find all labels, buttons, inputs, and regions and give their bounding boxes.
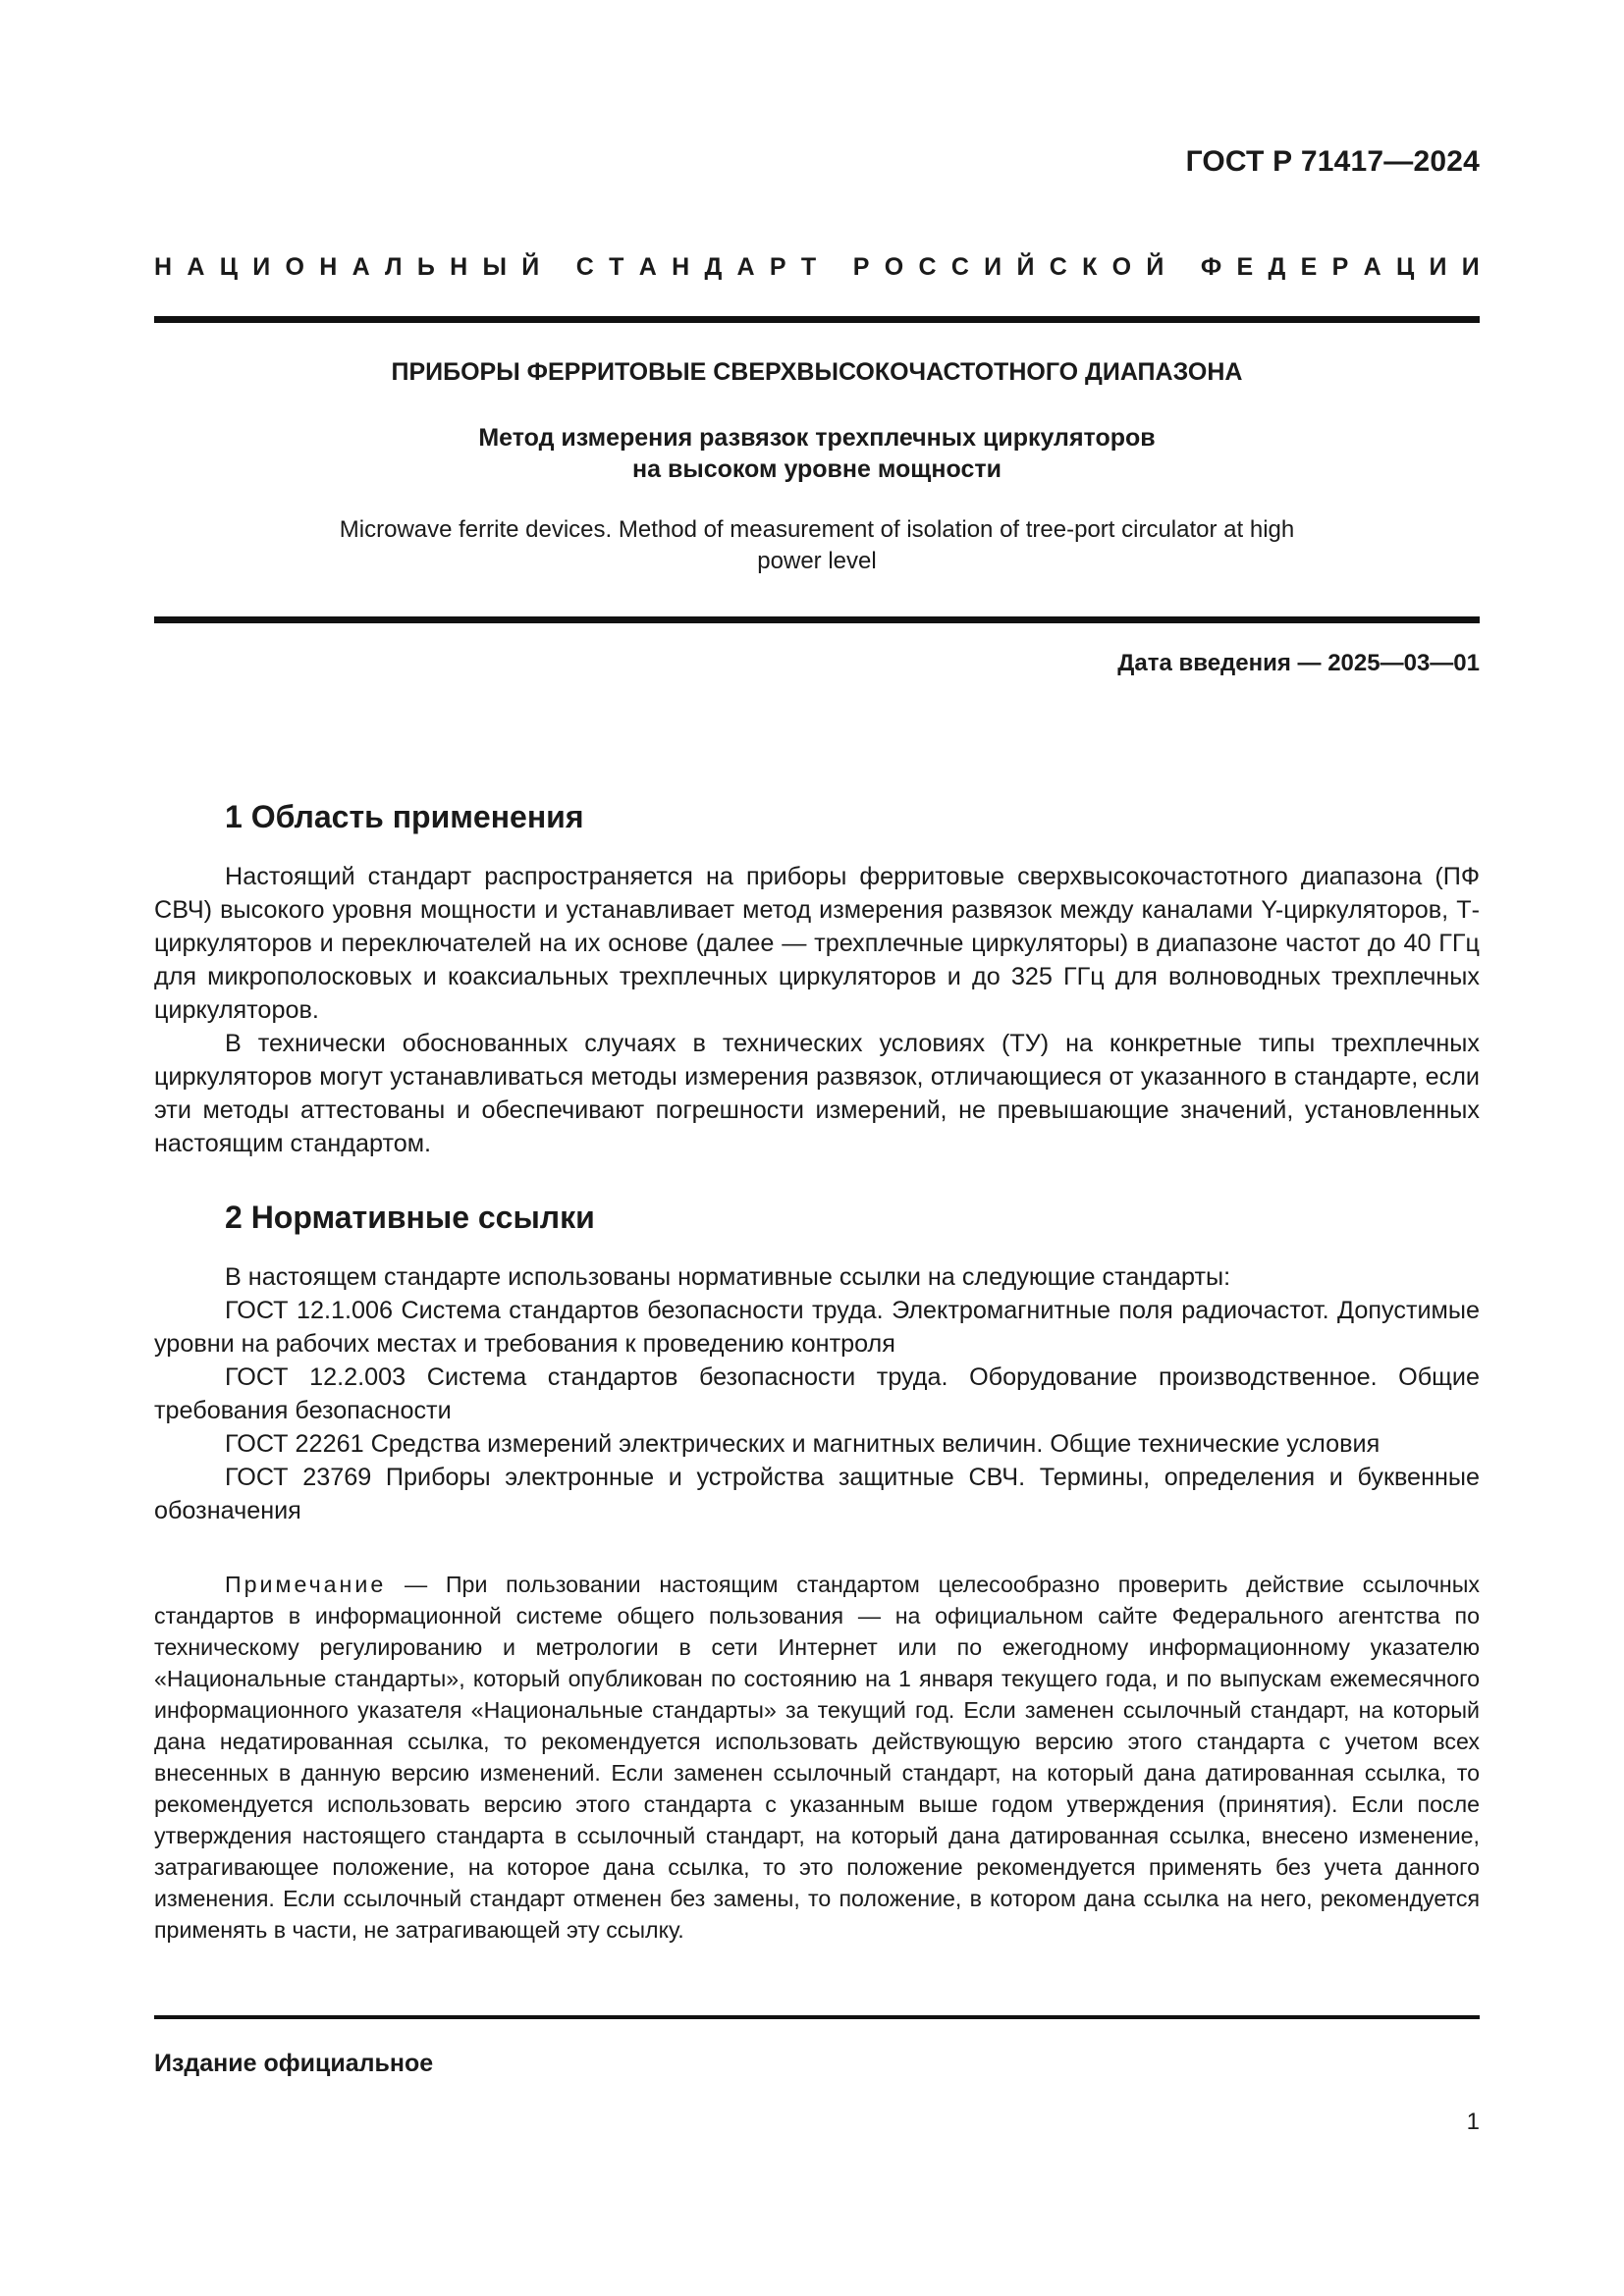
title-letter: Р bbox=[769, 253, 786, 281]
footer-rule bbox=[154, 2015, 1480, 2019]
title-letter: А bbox=[1363, 253, 1381, 281]
note-text: — При пользовании настоящим стандартом целесообразно проверить действие ссылочных стандартов в информационной системе общего пользования — на официальном сайте Федерального агентства по техническому регулированию и метрологии в сети Интернет или по ежегодному информационному указателю «Национальные стандарты», который опубликован по состоянию на 1 января текущего года, и по выпускам ежемесячного информационного указателя «Национальные стандарты» за текущий год. Если заменен ссылочный стандарт, на который дана недатированная ссылка, то рекомендуется использовать действующую версию этого стандарта с учетом всех внесенных в данную версию изменений. Если заменен ссылочный стандарт, на который дана датированная ссылка, то рекомендуется использовать версию этого стандарта с указанным выше годом утверждения (принятия). Если после утверждения настоящего стандарта в ссылочный стандарт, на который дана датированная ссылка, внесено изменение, затрагивающее положение, на которое дана ссылка, то это положение рекомендуется применять без учета данного изменения. Если ссылочный стандарт отменен без замены, то положение, в котором дана ссылка на него, рекомендуется применять в части, не затрагивающей эту ссылку. bbox=[154, 1572, 1480, 1943]
title-letter: Н bbox=[154, 253, 173, 281]
section-1-paragraph-1: Настоящий стандарт распространяется на приборы ферритовые сверхвысокочастотного диапазона (ПФ СВЧ) высокого уровня мощности и устанавливает метод измерения развязок между каналами Y-циркуляторов, Т-циркуляторов и переключателей на их основе (далее — трехплечные циркуляторы) в диапазоне частот до 40 ГГц для микрополосковых и коаксиальных трехплечных циркуляторов и до 325 ГГц для волноводных трехплечных циркуляторов. bbox=[154, 863, 1480, 1024]
title-letter: Н bbox=[672, 253, 690, 281]
title-letter: А bbox=[638, 253, 657, 281]
section-1-paragraph-2: В технически обоснованных случаях в технических условиях (ТУ) на конкретные типы трехплечных циркуляторов могут устанавливаться методы измерения развязок, отличающиеся от указанного в стандарте, если эти методы аттестованы и обеспечивают погрешности измерений, не превышающие значений, установленных настоящим стандартом. bbox=[154, 1030, 1480, 1157]
reference-item: ГОСТ 23769 Приборы электронные и устройства защитные СВЧ. Термины, определения и буквенные обозначения bbox=[154, 1464, 1480, 1524]
section-2-body bbox=[154, 1260, 1480, 1527]
title-letter: Й bbox=[521, 253, 540, 281]
national-standard-title bbox=[154, 253, 1480, 282]
title-letter: С bbox=[575, 253, 594, 281]
title-letter-gap bbox=[555, 253, 562, 282]
title-letter: А bbox=[187, 253, 205, 281]
title-letter: Е bbox=[1300, 253, 1318, 281]
title-letter: Й bbox=[1016, 253, 1035, 281]
section-2-intro: В настоящем стандарте использованы нормативные ссылки на следующие стандарты: bbox=[225, 1263, 1231, 1291]
title-letter: С bbox=[1049, 253, 1067, 281]
title-letter: О bbox=[285, 253, 304, 281]
title-letter: И bbox=[1461, 253, 1480, 281]
reference-item: ГОСТ 12.1.006 Система стандартов безопасности труда. Электромагнитные поля радиочастот. Допустимые уровни на рабочих местах и требования к проведению контроля bbox=[154, 1297, 1480, 1358]
title-letter: Р bbox=[852, 253, 870, 281]
title-letter: О bbox=[884, 253, 904, 281]
title-letter: Н bbox=[319, 253, 338, 281]
title-letter: Ы bbox=[482, 253, 507, 281]
main-title: ПРИБОРЫ ФЕРРИТОВЫЕ СВЕРХВЫСОКОЧАСТОТНОГО ДИАПАЗОНА bbox=[391, 358, 1243, 386]
title-letter: Й bbox=[1146, 253, 1164, 281]
note-paragraph bbox=[154, 1569, 1480, 1946]
reference-item: ГОСТ 22261 Средства измерений электрических и магнитных величин. Общие технические условия bbox=[225, 1430, 1380, 1458]
title-letter: Ь bbox=[416, 253, 435, 281]
reference-item: ГОСТ 12.2.003 Система стандартов безопасности труда. Оборудование производственное. Общие требования безопасности bbox=[154, 1363, 1480, 1424]
title-letter: Ц bbox=[1395, 253, 1415, 281]
sub-title-line-2: на высоком уровне мощности bbox=[632, 455, 1001, 483]
header-rule-top bbox=[154, 316, 1480, 323]
introduction-date: Дата введения — 2025—03—01 bbox=[1117, 650, 1480, 676]
title-letter-gap bbox=[831, 253, 838, 282]
english-title-line-2: power level bbox=[757, 548, 877, 574]
title-letter: С bbox=[950, 253, 969, 281]
title-letter: И bbox=[984, 253, 1002, 281]
title-letter: Ц bbox=[219, 253, 238, 281]
title-letter: Д bbox=[1268, 253, 1286, 281]
document-code: ГОСТ Р 71417—2024 bbox=[1185, 145, 1480, 178]
section-1-heading: 1 Область применения bbox=[225, 799, 584, 834]
title-letter: Л bbox=[385, 253, 403, 281]
title-letter: К bbox=[1082, 253, 1098, 281]
official-edition-label: Издание официальное bbox=[154, 2050, 434, 2077]
sub-title bbox=[154, 422, 1480, 485]
title-letter: А bbox=[352, 253, 370, 281]
title-letter: Т bbox=[800, 253, 817, 281]
title-letter: И bbox=[1429, 253, 1447, 281]
title-letter: И bbox=[252, 253, 271, 281]
english-title-line-1: Microwave ferrite devices. Method of measurement of isolation of tree-port circulator at high bbox=[339, 516, 1295, 543]
title-letter: Е bbox=[1236, 253, 1254, 281]
title-letter: Ф bbox=[1200, 253, 1222, 281]
section-1-body bbox=[154, 860, 1480, 1160]
sub-title-line-1: Метод измерения развязок трехплечных циркуляторов bbox=[478, 424, 1156, 452]
note-label: Примечание bbox=[225, 1572, 387, 1597]
title-letter-gap bbox=[1179, 253, 1186, 282]
note-block bbox=[154, 1569, 1480, 1946]
header-rule-bottom bbox=[154, 616, 1480, 623]
section-2-heading: 2 Нормативные ссылки bbox=[225, 1200, 595, 1235]
title-letter: Н bbox=[450, 253, 468, 281]
title-letter: Р bbox=[1331, 253, 1349, 281]
title-letter: Т bbox=[609, 253, 624, 281]
title-letter: А bbox=[736, 253, 755, 281]
title-letter: Д bbox=[704, 253, 723, 281]
english-title bbox=[154, 514, 1480, 577]
title-letter: О bbox=[1111, 253, 1132, 281]
page-number: 1 bbox=[1466, 2109, 1480, 2135]
title-letter: С bbox=[918, 253, 937, 281]
